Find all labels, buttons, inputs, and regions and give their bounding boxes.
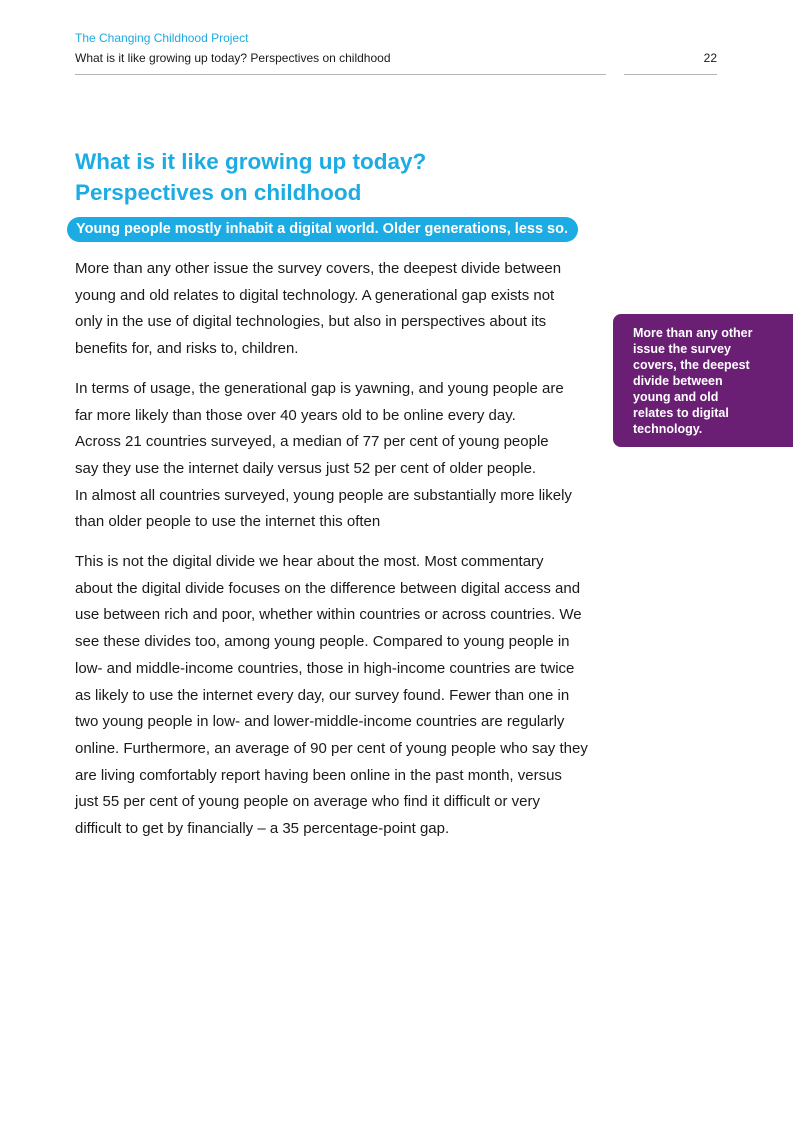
pull-quote-line: divide between	[633, 374, 723, 388]
body-text	[75, 256, 611, 856]
header-divider	[75, 74, 606, 75]
pull-quote-line: covers, the deepest	[633, 358, 750, 372]
pull-quote	[613, 314, 793, 447]
page-title-line: Perspectives on childhood	[75, 180, 362, 205]
pull-quote-line: technology.	[633, 422, 703, 436]
highlight-banner: Young people mostly inhabit a digital world. Older generations, less so.	[67, 217, 578, 242]
page-title	[75, 146, 595, 208]
page-title-line: What is it like growing up today?	[75, 149, 427, 174]
header-section-title: What is it like growing up today? Perspectives on childhood	[75, 51, 391, 65]
text-line: young and old relates to digital technology. A generational gap exists not	[75, 286, 555, 304]
text-line: low- and middle-income countries, those in high-income countries are twice	[75, 659, 575, 677]
text-line: just 55 per cent of young people on average who find it difficult or very	[75, 793, 541, 811]
pull-quote-line: More than any other	[633, 326, 753, 340]
page-number-divider	[624, 74, 717, 75]
text-line: difficult to get by financially – a 35 percentage-point gap.	[75, 820, 450, 838]
text-line: use between rich and poor, whether within countries or across countries. We	[75, 606, 582, 624]
text-line: about the digital divide focuses on the difference between digital access and	[75, 579, 581, 597]
text-line: In terms of usage, the generational gap is yawning, and young people are	[75, 379, 564, 397]
text-line: In almost all countries surveyed, young people are substantially more likely	[75, 486, 572, 504]
page-number: 22	[703, 51, 717, 65]
text-line: only in the use of digital technologies, but also in perspectives about its	[75, 313, 547, 331]
paragraph	[75, 376, 611, 536]
text-line: benefits for, and risks to, children.	[75, 340, 299, 358]
text-line: far more likely than those over 40 years old to be online every day.	[75, 406, 516, 424]
paragraph	[75, 256, 611, 363]
pull-quote-line: issue the survey	[633, 342, 731, 356]
pull-quote-line: young and old	[633, 390, 719, 404]
text-line: More than any other issue the survey covers, the deepest divide between	[75, 260, 562, 277]
text-line: say they use the internet daily versus just 52 per cent of older people.	[75, 459, 537, 477]
text-line: online. Furthermore, an average of 90 per cent of young people who say they	[75, 739, 588, 757]
paragraph	[75, 549, 611, 843]
text-line: two young people in low- and lower-middle-income countries are regularly	[75, 713, 565, 731]
header-project-name: The Changing Childhood Project	[75, 31, 249, 45]
text-line: Across 21 countries surveyed, a median of 77 per cent of young people	[75, 433, 549, 451]
text-line: see these divides too, among young people. Compared to young people in	[75, 633, 570, 651]
pull-quote-line: relates to digital	[633, 406, 729, 420]
text-line: are living comfortably report having been online in the past month, versus	[75, 766, 562, 784]
text-line: as likely to use the internet every day, our survey found. Fewer than one in	[75, 686, 570, 704]
text-line: than older people to use the internet this often	[75, 513, 381, 531]
text-line: This is not the digital divide we hear about the most. Most commentary	[75, 553, 544, 571]
